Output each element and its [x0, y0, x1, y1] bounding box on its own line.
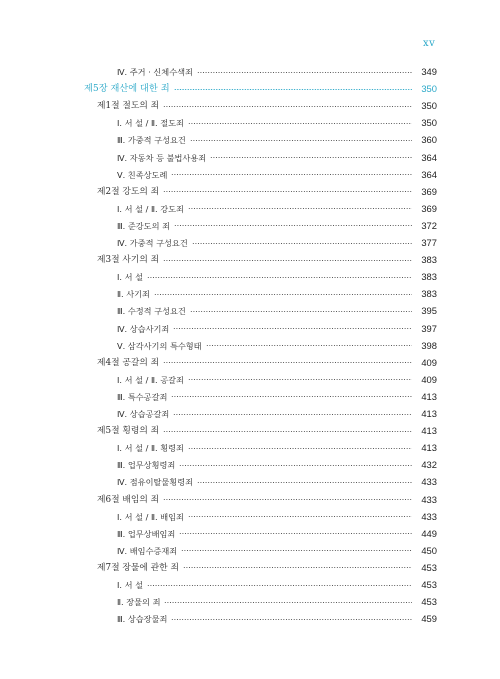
toc-entry[interactable] — [117, 165, 437, 181]
toc-entry-title: Ⅳ. 가중적 구성요건 — [117, 238, 188, 248]
toc-entry[interactable] — [117, 284, 437, 300]
toc-entry-title: Ⅰ. 서 설 / Ⅱ. 횡령죄 — [117, 443, 184, 454]
dot-leader — [210, 154, 412, 162]
toc-entry[interactable] — [117, 336, 437, 352]
dot-leader — [147, 273, 412, 281]
toc-entry[interactable] — [117, 199, 437, 215]
toc-entry-title: Ⅰ. 서 설 — [117, 272, 144, 283]
dot-leader — [171, 171, 412, 179]
toc-entry-title: Ⅲ. 준강도의 죄 — [117, 220, 170, 231]
toc-entry-page: 350 — [421, 100, 437, 112]
toc-entry-page: 433 — [421, 476, 437, 488]
toc-entry-page: 364 — [421, 151, 437, 163]
toc-entry[interactable] — [117, 130, 437, 146]
toc-entry-title: Ⅰ. 서 설 / Ⅱ. 강도죄 — [117, 203, 184, 214]
dot-leader — [188, 444, 412, 452]
toc-entry[interactable] — [117, 301, 437, 317]
toc-entry[interactable] — [117, 216, 437, 232]
toc-entry[interactable] — [117, 541, 437, 557]
toc-entry-title: Ⅰ. 서 설 / Ⅱ. 공갈죄 — [117, 374, 184, 385]
toc-entry[interactable] — [117, 472, 437, 488]
toc-entry-title: 제5절 횡령의 죄 — [97, 426, 160, 437]
dot-leader — [190, 307, 412, 315]
toc-entry-title: Ⅲ. 특수공갈죄 — [117, 391, 168, 402]
toc-entry-page: 349 — [421, 66, 437, 77]
toc-entry-page: 453 — [421, 561, 437, 573]
toc-entry-page: 409 — [421, 356, 437, 368]
toc-entry-page: 364 — [421, 168, 437, 180]
toc-entry-title: Ⅲ. 수정적 구성요건 — [117, 306, 186, 317]
dot-leader — [188, 205, 412, 213]
toc-entry-page: 383 — [421, 288, 437, 300]
dot-leader — [183, 564, 412, 572]
dot-leader — [171, 393, 412, 401]
dot-leader — [206, 342, 412, 350]
toc-entry-page: 383 — [421, 271, 437, 283]
toc-entry-title: Ⅳ. 점유이탈물횡령죄 — [117, 477, 194, 488]
toc-entry-page: 413 — [421, 425, 437, 437]
dot-leader — [163, 102, 412, 110]
toc-entry-page: 397 — [421, 322, 437, 334]
toc-entry-title: Ⅳ. 상습공갈죄 — [117, 409, 170, 419]
toc-entry-page: 433 — [421, 493, 437, 505]
dot-leader — [154, 290, 412, 298]
toc-entry[interactable] — [97, 421, 437, 437]
dot-leader — [164, 598, 412, 606]
toc-entry[interactable] — [117, 233, 437, 249]
page-number: xv — [423, 38, 436, 49]
toc-entry[interactable] — [117, 387, 437, 403]
toc-entry-title: Ⅲ. 상습장물죄 — [117, 614, 168, 625]
toc-entry-page: 372 — [421, 219, 437, 231]
toc-entry[interactable] — [117, 507, 437, 523]
toc-entry-title: Ⅳ. 자동차 등 불법사용죄 — [117, 152, 207, 163]
toc-entry-page: 395 — [421, 305, 437, 317]
toc-entry[interactable] — [117, 113, 437, 129]
dot-leader — [163, 256, 412, 264]
dot-leader — [163, 427, 412, 435]
toc-entry[interactable] — [117, 438, 437, 454]
dot-leader — [173, 410, 412, 418]
toc-entry[interactable] — [97, 558, 437, 574]
toc-entry-page: 398 — [421, 339, 437, 351]
dot-leader — [188, 513, 412, 521]
toc-entry-page: 413 — [421, 408, 437, 419]
toc-entry-title: Ⅰ. 서 설 / Ⅱ. 절도죄 — [117, 118, 184, 129]
toc-entry-title: 제5장 재산에 대한 죄 — [84, 83, 170, 95]
toc-entry[interactable] — [97, 250, 437, 266]
dot-leader — [192, 239, 412, 247]
toc-entry-page: 383 — [421, 254, 437, 266]
toc-entry[interactable] — [117, 319, 437, 335]
toc-entry[interactable] — [117, 524, 437, 540]
toc-entry-title: 제7절 장물에 관한 죄 — [97, 562, 179, 573]
dot-leader — [181, 547, 412, 555]
dot-leader — [179, 530, 412, 538]
toc-entry-title: Ⅳ. 배임수증재죄 — [117, 545, 178, 556]
dot-leader — [173, 325, 412, 333]
dot-leader — [188, 119, 412, 127]
toc-entry-page: 449 — [421, 527, 437, 539]
toc-entry-title: 제6절 배임의 죄 — [97, 494, 160, 505]
toc-entry[interactable] — [97, 96, 437, 112]
dot-leader — [163, 496, 412, 504]
toc-entry-title: Ⅴ. 삼각사기의 특수형태 — [117, 340, 202, 351]
toc-entry-page: 453 — [421, 596, 437, 608]
toc-entry-page: 413 — [421, 390, 437, 402]
toc-entry-page: 360 — [421, 134, 437, 146]
toc-entry[interactable] — [84, 79, 437, 95]
dot-leader — [197, 478, 412, 486]
toc-entry-page: 350 — [421, 117, 437, 129]
toc-entry-page: 369 — [421, 202, 437, 214]
toc-entry[interactable] — [117, 62, 437, 78]
toc-entry[interactable] — [117, 148, 437, 164]
toc-entry-title: Ⅳ. 상습사기죄 — [117, 323, 170, 334]
toc-entry-page: 433 — [421, 510, 437, 522]
dot-leader — [171, 615, 412, 623]
toc-entry-title: Ⅱ. 장물의 죄 — [117, 597, 161, 608]
dot-leader — [163, 359, 412, 367]
toc-entry-title: 제1절 절도의 죄 — [97, 101, 160, 112]
toc-entry-title: Ⅱ. 사기죄 — [117, 289, 150, 300]
toc-entry[interactable] — [117, 455, 437, 471]
toc-entry-page: 369 — [421, 185, 437, 197]
toc-entry[interactable] — [97, 490, 437, 506]
toc-entry-title: 제4절 공갈의 죄 — [97, 357, 160, 368]
toc-entry-title: Ⅲ. 가중적 구성요건 — [117, 135, 186, 146]
toc-entry-title: Ⅰ. 서 설 / Ⅱ. 배임죄 — [117, 511, 184, 522]
toc-entry[interactable] — [117, 404, 437, 420]
dot-leader — [174, 85, 412, 93]
toc-entry-page: 459 — [421, 613, 437, 625]
toc-entry[interactable] — [97, 182, 437, 198]
toc-entry-title: Ⅲ. 업무상배임죄 — [117, 528, 176, 539]
toc-entry-page: 409 — [421, 373, 437, 385]
toc-entry-title: 제2절 강도의 죄 — [97, 186, 160, 197]
dot-leader — [197, 68, 412, 76]
dot-leader — [190, 136, 412, 144]
toc-entry-page: 450 — [421, 544, 437, 556]
dot-leader — [179, 461, 412, 469]
dot-leader — [188, 376, 412, 384]
dot-leader — [147, 581, 412, 589]
toc-entry-page: 377 — [421, 237, 437, 248]
toc-entry[interactable] — [117, 267, 437, 283]
dot-leader — [163, 188, 412, 196]
toc-entry[interactable] — [97, 353, 437, 369]
toc-entry[interactable] — [117, 575, 437, 591]
toc-entry-title: Ⅲ. 업무상횡령죄 — [117, 460, 176, 471]
toc-entry[interactable] — [117, 370, 437, 386]
toc-entry-page: 350 — [421, 83, 437, 95]
toc-entry[interactable] — [117, 592, 437, 608]
toc-entry[interactable] — [117, 609, 437, 625]
toc-entry-title: Ⅰ. 서 설 — [117, 580, 144, 590]
dot-leader — [174, 222, 412, 230]
toc-entry-page: 413 — [421, 442, 437, 454]
toc-entry-title: Ⅴ. 친족상도례 — [117, 169, 168, 180]
toc-entry-title: 제3절 사기의 죄 — [97, 255, 160, 266]
toc-entry-page: 453 — [421, 579, 437, 590]
toc-entry-title: Ⅳ. 주거 · 신체수색죄 — [117, 67, 193, 77]
toc-entry-page: 432 — [421, 459, 437, 471]
